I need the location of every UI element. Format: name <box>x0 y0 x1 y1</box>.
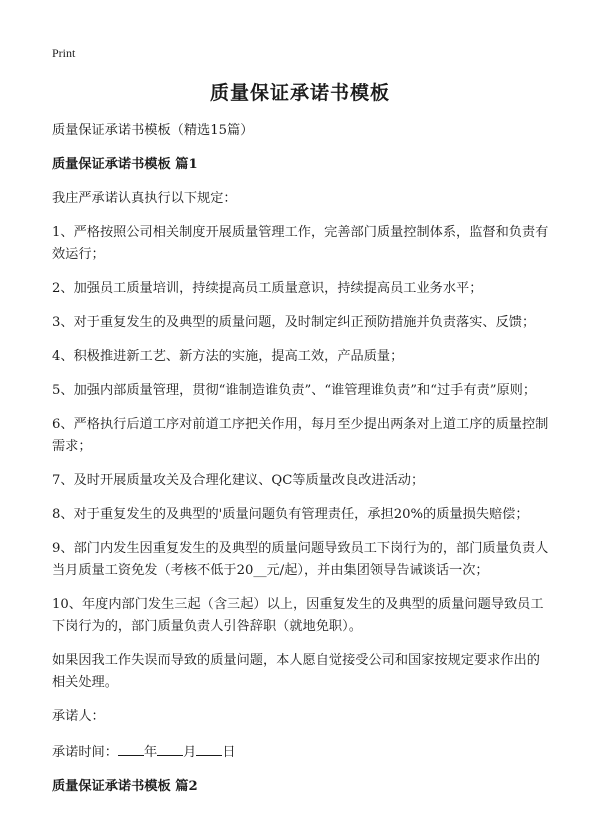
list-item: 8、对于重复发生的及典型的'质量问题负有管理责任，承担20%的质量损失赔偿； <box>52 507 529 522</box>
list-item: 6、严格执行后道工序对前道工序把关作用，每月至少提出两条对上道工序的质量控制需求； <box>52 417 549 454</box>
list-item: 5、加强内部质量管理，贯彻“谁制造谁负责”、“谁管理谁负责”和“过手有责”原则； <box>52 383 537 398</box>
document-body <box>52 120 552 810</box>
date-year: 年 <box>143 745 158 760</box>
date-label: 承诺时间： <box>52 745 118 760</box>
day-blank <box>196 740 222 756</box>
section-heading-2: 质量保证承诺书模板 篇2 <box>52 779 198 794</box>
year-blank <box>118 740 144 756</box>
list-item: 10、年度内部门发生三起（含三起）以上，因重复发生的及典型的质量问题导致员工下岗行为的，部门质量负责人引咎辞职（就地免职）。 <box>52 597 544 634</box>
date-month: 月 <box>183 745 197 760</box>
intro-paragraph: 我庄严承诺认真执行以下规定： <box>52 191 237 206</box>
list-item: 7、及时开展质量攻关及合理化建议、QC等质量改良改进活动； <box>52 473 425 488</box>
list-item: 9、部门内发生因重复发生的及典型的质量问题导致员工下岗行为的，部门质量负责人当月质量工资免发（考核不低于20__元/起），并由集团领导告诫谈话一次； <box>52 541 549 578</box>
date-line <box>52 740 552 764</box>
document-title: 质量保证承诺书模板 <box>209 82 390 104</box>
list-item: 4、积极推进新工艺、新方法的实施，提高工效，产品质量； <box>52 349 404 364</box>
document-subtitle: 质量保证承诺书模板（精选15篇） <box>52 123 254 138</box>
closing-paragraph: 如果因我工作失误而导致的质量问题，本人愿自觉接受公司和国家按规定要求作出的相关处理。 <box>52 653 540 690</box>
month-blank <box>157 740 183 756</box>
list-item: 1、严格按照公司相关制度开展质量管理工作，完善部门质量控制体系，监督和负责有效运行； <box>52 225 549 262</box>
print-link[interactable]: Print <box>52 46 76 60</box>
section-heading-1: 质量保证承诺书模板 篇1 <box>52 157 198 172</box>
date-day: 日 <box>222 745 236 760</box>
list-item: 2、加强员工质量培训，持续提高员工质量意识，持续提高员工业务水平； <box>52 281 483 296</box>
list-item: 3、对于重复发生的及典型的质量问题，及时制定纠正预防措施并负责落实、反馈； <box>52 315 536 330</box>
signer-label: 承诺人： <box>52 709 105 724</box>
